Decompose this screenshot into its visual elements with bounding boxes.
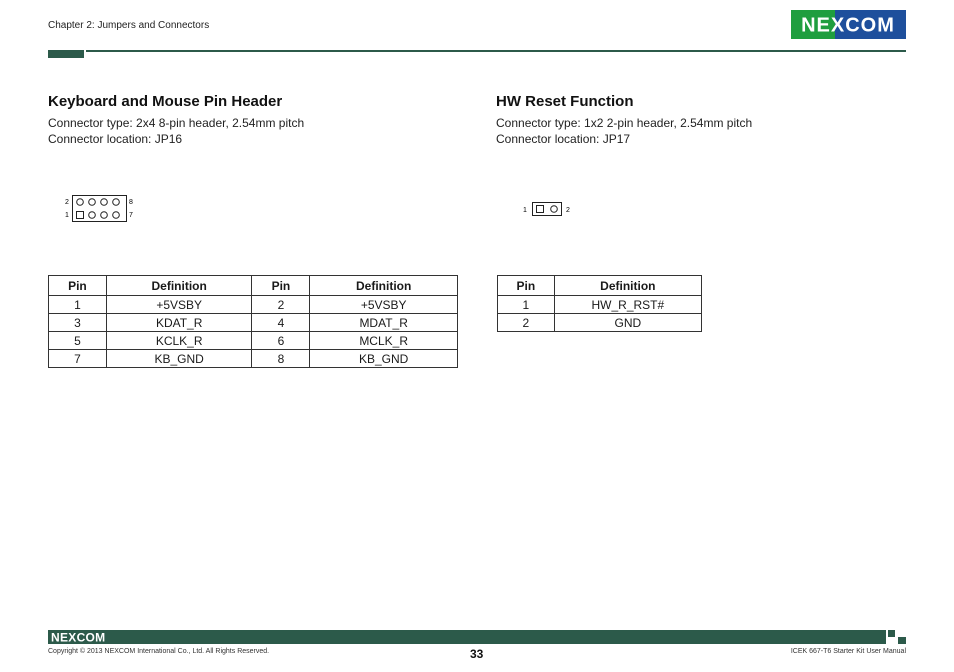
table-cell: +5VSBY (106, 296, 252, 314)
pin-label-1: 1 (65, 212, 69, 219)
table-cell: 3 (49, 314, 107, 332)
col-header: Definition (310, 276, 458, 296)
table-cell: 8 (252, 350, 310, 368)
footer-logo-text: NEXCOM (51, 631, 106, 643)
table-cell: 1 (498, 296, 555, 314)
table-cell: 7 (49, 350, 107, 368)
table-header-row (498, 276, 702, 296)
table-row (49, 296, 458, 314)
page-number: 33 (470, 647, 484, 661)
col-header: Pin (498, 276, 555, 296)
connector-type-jp16: Connector type: 2x4 8-pin header, 2.54mm pitch (48, 116, 305, 130)
table-cell: KB_GND (310, 350, 458, 368)
footer-accent-square (888, 630, 895, 637)
chapter-title: Chapter 2: Jumpers and Connectors (48, 20, 210, 31)
copyright-text: Copyright © 2013 NEXCOM International Co., Ltd. All Rights Reserved. (48, 648, 270, 655)
table-cell: MCLK_R (310, 332, 458, 350)
table-row (49, 314, 458, 332)
col-header: Pin (252, 276, 310, 296)
table-cell: KB_GND (106, 350, 252, 368)
nexcom-logo (791, 10, 906, 39)
table-cell: 2 (498, 314, 555, 332)
footer-nexcom-logo (51, 631, 107, 643)
col-header: Definition (554, 276, 701, 296)
pin-table-jp17 (497, 275, 702, 332)
col-header: Pin (49, 276, 107, 296)
header-accent (48, 50, 84, 58)
table-cell: +5VSBY (310, 296, 458, 314)
table-cell: GND (554, 314, 701, 332)
table-cell: KDAT_R (106, 314, 252, 332)
table-header-row (49, 276, 458, 296)
table-cell: KCLK_R (106, 332, 252, 350)
connector-location-jp17: Connector location: JP17 (496, 132, 631, 146)
pin-table-jp16 (48, 275, 458, 368)
manual-title: ICEK 667-T6 Starter Kit User Manual (790, 648, 906, 655)
table-cell: HW_R_RST# (554, 296, 701, 314)
table-cell: MDAT_R (310, 314, 458, 332)
pin-label-1: 1 (523, 207, 527, 214)
section-title-hw-reset: HW Reset Function (496, 93, 634, 110)
section-title-keyboard-mouse: Keyboard and Mouse Pin Header (48, 93, 283, 110)
footer-bar (48, 630, 886, 644)
pin-label-8: 8 (129, 199, 133, 206)
table-cell: 4 (252, 314, 310, 332)
pin-label-7: 7 (129, 212, 133, 219)
table-cell: 5 (49, 332, 107, 350)
footer-accent-square (898, 637, 906, 644)
table-row (49, 350, 458, 368)
connector-location-jp16: Connector location: JP16 (48, 132, 183, 146)
pin-header-diagram-1x2 (520, 200, 576, 218)
table-row (498, 314, 702, 332)
table-row (49, 332, 458, 350)
header-rule (86, 50, 906, 52)
pin-label-2: 2 (65, 199, 69, 206)
logo-text: NEXCOM (801, 14, 895, 37)
connector-type-jp17: Connector type: 1x2 2-pin header, 2.54mm pitch (496, 116, 753, 130)
pin-header-diagram-2x4 (60, 193, 140, 225)
col-header: Definition (106, 276, 252, 296)
pin-label-2: 2 (566, 207, 570, 214)
table-cell: 1 (49, 296, 107, 314)
table-cell: 6 (252, 332, 310, 350)
table-row (498, 296, 702, 314)
table-cell: 2 (252, 296, 310, 314)
